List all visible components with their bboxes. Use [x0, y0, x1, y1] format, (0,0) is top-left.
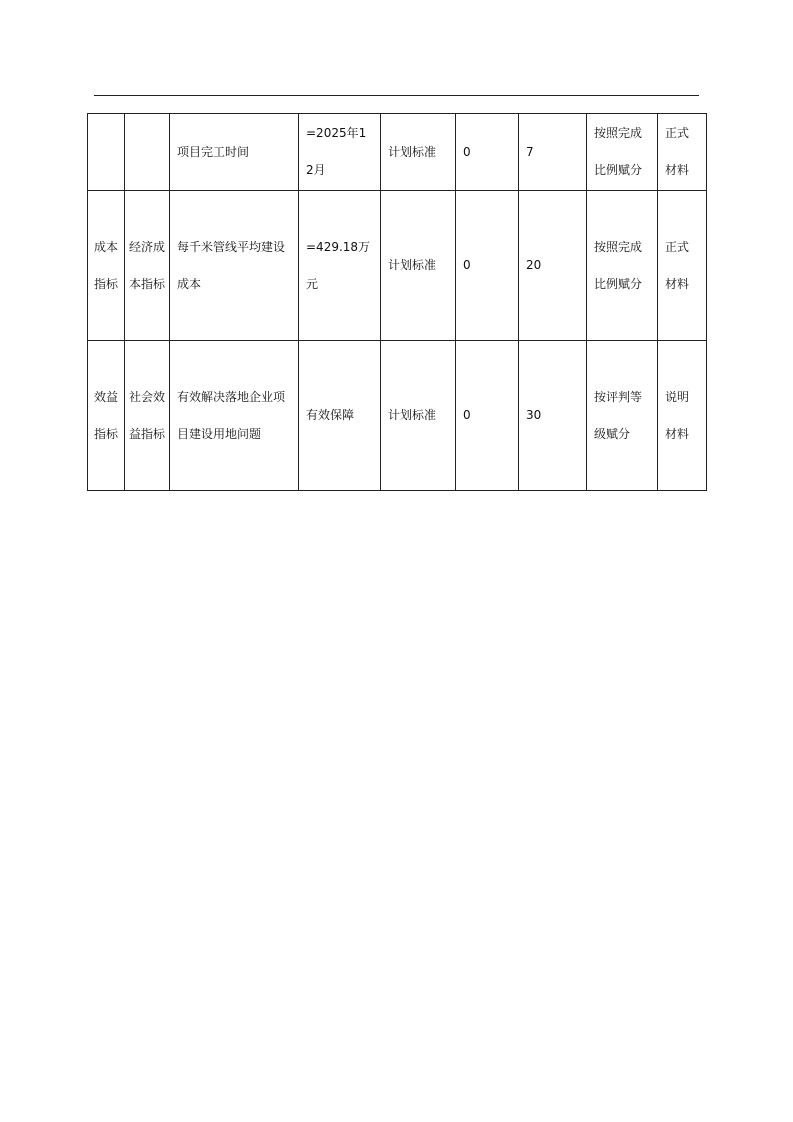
basis-cell: 计划标准 [381, 114, 456, 191]
level2-indicator-cell: 社会效益指标 [125, 341, 170, 491]
value-cell: 0 [456, 114, 519, 191]
basis-cell: 计划标准 [381, 191, 456, 341]
score-cell: 20 [519, 191, 587, 341]
level2-indicator-cell [125, 114, 170, 191]
indicator-name-cell: 项目完工时间 [170, 114, 299, 191]
indicator-name-cell: 每千米管线平均建设成本 [170, 191, 299, 341]
performance-indicator-table [87, 113, 707, 491]
target-value-cell: 有效保障 [299, 341, 381, 491]
indicator-name-cell: 有效解决落地企业项目建设用地问题 [170, 341, 299, 491]
level1-indicator-cell: 成本指标 [88, 191, 125, 341]
table-row [88, 341, 707, 491]
level2-indicator-cell: 经济成本指标 [125, 191, 170, 341]
target-value-cell: =2025年12月 [299, 114, 381, 191]
level1-indicator-cell [88, 114, 125, 191]
table-row [88, 114, 707, 191]
target-value-cell: =429.18万元 [299, 191, 381, 341]
score-cell: 7 [519, 114, 587, 191]
evidence-cell: 说明材料 [658, 341, 707, 491]
evidence-cell: 正式材料 [658, 114, 707, 191]
evidence-cell: 正式材料 [658, 191, 707, 341]
scoring-method-cell: 按评判等级赋分 [587, 341, 658, 491]
scoring-method-cell: 按照完成比例赋分 [587, 114, 658, 191]
scoring-method-cell: 按照完成比例赋分 [587, 191, 658, 341]
value-cell: 0 [456, 341, 519, 491]
header-rule [94, 95, 699, 96]
value-cell: 0 [456, 191, 519, 341]
table-row [88, 191, 707, 341]
basis-cell: 计划标准 [381, 341, 456, 491]
score-cell: 30 [519, 341, 587, 491]
level1-indicator-cell: 效益指标 [88, 341, 125, 491]
